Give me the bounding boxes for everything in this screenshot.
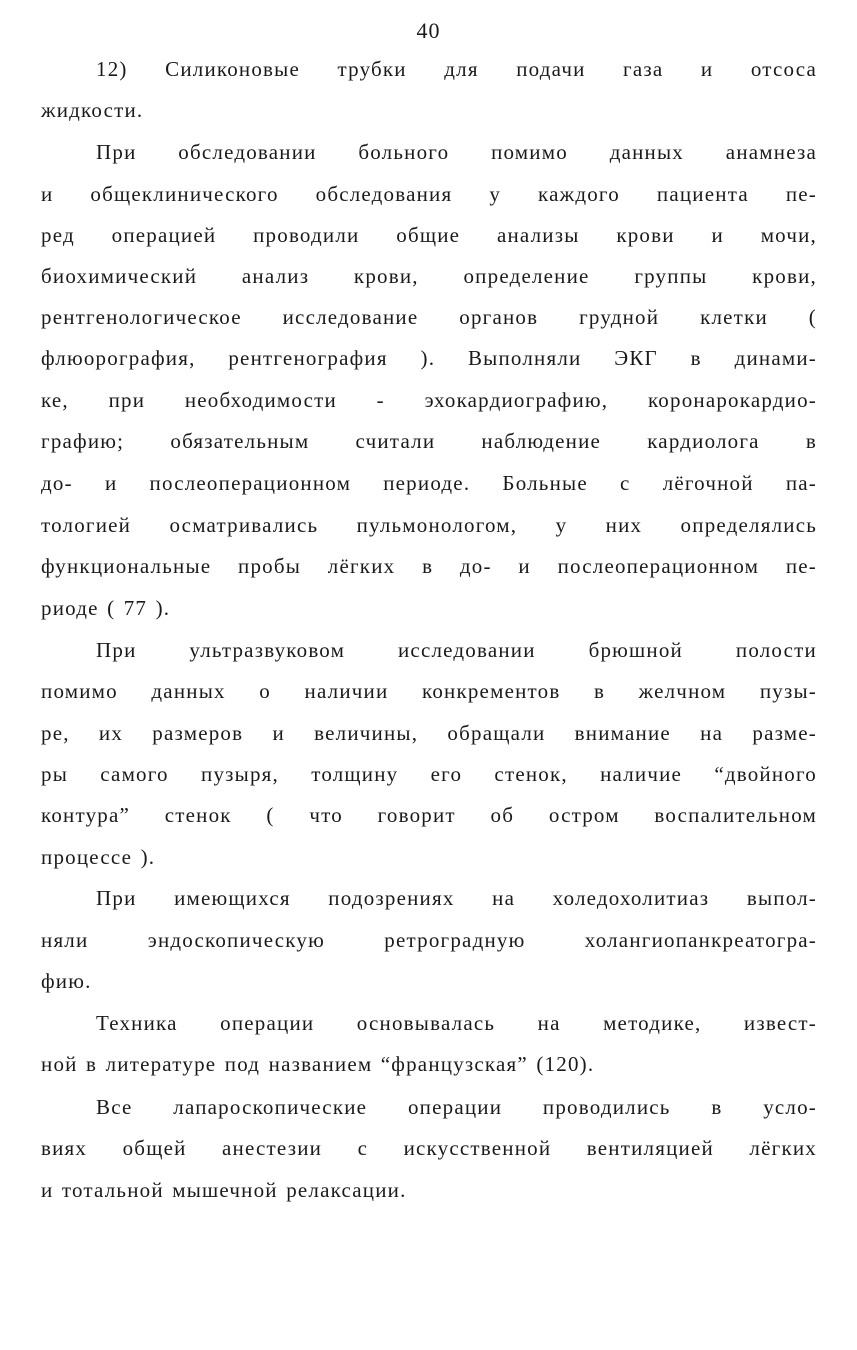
- text-line: ной в литературе под названием “французская” (120).: [41, 1052, 595, 1076]
- text-line: няли эндоскопическую ретроградную холангиопанкреатогра-: [41, 928, 817, 952]
- page-number: 40: [416, 18, 441, 43]
- text-line: биохимический анализ крови, определение группы крови,: [41, 264, 817, 288]
- text-line: рентгенологическое исследование органов грудной клетки (: [41, 305, 817, 329]
- text-line: При ультразвуковом исследовании брюшной полости: [96, 638, 817, 662]
- text-line: помимо данных о наличии конкрементов в желчном пузы-: [41, 679, 817, 703]
- text-line: ры самого пузыря, толщину его стенок, наличие “двойного: [41, 762, 817, 786]
- text-line: графию; обязательным считали наблюдение кардиолога в: [41, 429, 817, 453]
- text-line: процессе ).: [41, 845, 156, 869]
- text-line: и общеклинического обследования у каждого пациента пе-: [41, 182, 817, 206]
- text-line: фию.: [41, 969, 92, 993]
- text-line: и тотальной мышечной релаксации.: [41, 1178, 407, 1202]
- text-line: При обследовании больного помимо данных анамнеза: [96, 140, 817, 164]
- text-line: ке, при необходимости - эхокардиографию, коронарокардио-: [41, 388, 817, 412]
- text-line: Техника операции основывалась на методике, извест-: [96, 1011, 817, 1035]
- text-line: до- и послеоперационном периоде. Больные с лёгочной па-: [41, 471, 817, 495]
- text-line: ре, их размеров и величины, обращали внимание на разме-: [41, 721, 817, 745]
- text-line: риоде ( 77 ).: [41, 596, 171, 620]
- text-line: функциональные пробы лёгких в до- и послеоперационном пе-: [41, 554, 817, 578]
- text-line: флюорография, рентгенография ). Выполняли ЭКГ в динами-: [41, 346, 817, 370]
- text-line: виях общей анестезии с искусственной вентиляцией лёгких: [41, 1136, 817, 1160]
- text-line: контура” стенок ( что говорит об остром воспалительном: [41, 803, 817, 827]
- text-line: жидкости.: [41, 98, 144, 122]
- text-line: 12) Силиконовые трубки для подачи газа и отсоса: [96, 57, 817, 81]
- text-line: При имеющихся подозрениях на холедохолитиаз выпол-: [96, 886, 817, 910]
- text-line: ред операцией проводили общие анализы крови и мочи,: [41, 223, 817, 247]
- text-line: тологией осматривались пульмонологом, у них определялись: [41, 513, 817, 537]
- text-line: Все лапароскопические операции проводились в усло-: [96, 1095, 817, 1119]
